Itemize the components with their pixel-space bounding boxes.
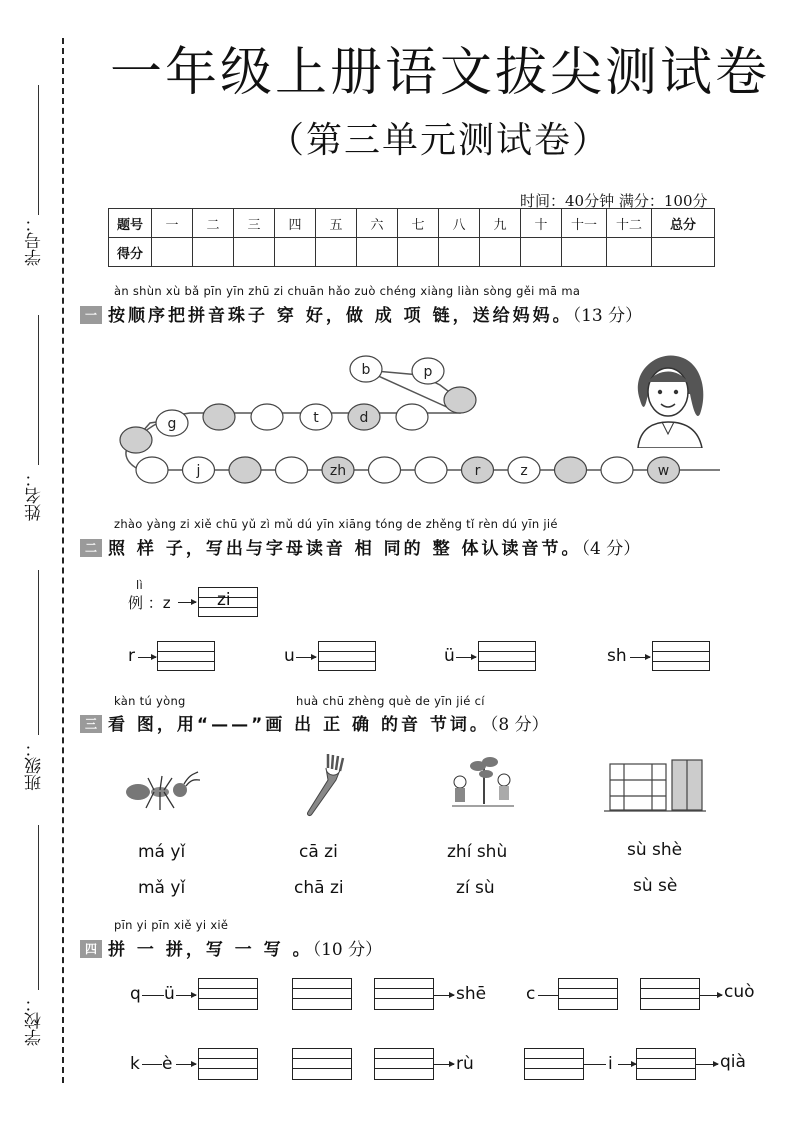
option-su-she[interactable]: sù shè (627, 840, 683, 860)
q2-item-v: ü (444, 646, 455, 666)
bead[interactable] (601, 457, 633, 483)
answer-box[interactable] (198, 978, 258, 1010)
q2-score: （4 分） (581, 539, 641, 559)
bead[interactable] (444, 387, 476, 413)
q3-score: （8 分） (489, 715, 549, 735)
bead[interactable] (555, 457, 587, 483)
bead[interactable] (229, 457, 261, 483)
score-cell[interactable] (439, 238, 480, 267)
answer-box[interactable] (292, 978, 352, 1010)
option-cha-zi[interactable]: chā zi (294, 878, 344, 898)
q4-heading (80, 935, 382, 960)
table-cell: 一 (152, 209, 193, 238)
answer-box[interactable] (318, 641, 376, 671)
name-line[interactable] (38, 315, 39, 465)
page-subtitle: （第三单元测试卷） (268, 120, 611, 161)
table-cell: 十二 (607, 209, 652, 238)
bead[interactable] (396, 404, 428, 430)
table-cell: 总分 (652, 209, 715, 238)
q2-item-sh: sh (607, 646, 627, 666)
cut-dashed-line (62, 38, 64, 1083)
arrow-icon (138, 657, 156, 658)
fork-picture (302, 752, 346, 818)
score-cell[interactable] (607, 238, 652, 267)
answer-box[interactable] (652, 641, 710, 671)
bead[interactable] (251, 404, 283, 430)
table-cell: 三 (234, 209, 275, 238)
q4-score: （10 分） (312, 940, 383, 960)
bead-label: g (167, 416, 177, 432)
arrow-icon (296, 657, 316, 658)
q3-text: 看 图，用“——”画 出 正 确 的音 节词。 (108, 715, 490, 735)
class-line[interactable] (38, 570, 39, 735)
bead-label: d (359, 410, 369, 426)
score-cell[interactable] (234, 238, 275, 267)
student-id-label: 学号： (25, 215, 45, 266)
name-label: 姓名： (25, 470, 45, 521)
q3-number-badge: 三 (80, 715, 102, 733)
page-title: 一年级上册语文拔尖测试卷 (110, 43, 771, 103)
student-id-line[interactable] (38, 85, 39, 215)
arrow-icon (176, 1064, 196, 1065)
answer-box[interactable] (558, 978, 618, 1010)
example-pinyin: lì (136, 578, 143, 592)
arrow-icon (456, 657, 476, 658)
bead[interactable] (369, 457, 401, 483)
q2-text: 照 样 子，写出与字母读音 相 同的 整 体认读音节。 (108, 539, 582, 559)
arrow-icon (630, 657, 650, 658)
score-cell[interactable] (193, 238, 234, 267)
school-line[interactable] (38, 825, 39, 990)
q4-r2-end1: rù (456, 1054, 474, 1074)
arrow-icon (176, 995, 196, 996)
q4-r1-start: q (130, 984, 141, 1004)
bead[interactable] (203, 404, 235, 430)
bead[interactable] (276, 457, 308, 483)
tree-planting-picture (448, 754, 518, 814)
answer-box[interactable] (478, 641, 536, 671)
answer-box[interactable] (374, 978, 434, 1010)
example-answer: zi (217, 590, 231, 610)
bead-label: zh (329, 463, 347, 479)
school-label: 学校： (25, 995, 45, 1046)
arrow-icon (696, 1064, 718, 1065)
q2-number-badge: 二 (80, 539, 102, 557)
bead[interactable] (415, 457, 447, 483)
option-zi-su[interactable]: zí sù (456, 878, 495, 898)
ant-picture (124, 768, 202, 816)
score-cell[interactable] (521, 238, 562, 267)
score-table-score-row (109, 238, 715, 267)
q2-item-r: r (128, 646, 135, 666)
q3-heading (80, 710, 549, 735)
table-cell: 得分 (109, 238, 152, 267)
bead-label: r (474, 463, 481, 479)
option-su-se[interactable]: sù sè (633, 876, 678, 896)
q4-number-badge: 四 (80, 940, 102, 958)
score-cell[interactable] (562, 238, 607, 267)
example-label: 例 ：z (128, 594, 171, 612)
q4-r2-mid2: i (608, 1054, 613, 1074)
connector-line (142, 995, 164, 996)
connector-line (538, 995, 558, 996)
arrow-icon (434, 995, 454, 996)
class-label: 班级： (25, 740, 45, 791)
bead-label: w (657, 463, 670, 479)
table-cell: 七 (398, 209, 439, 238)
option-ma-yi-2[interactable]: mǎ yǐ (138, 878, 186, 898)
q4-r2-mid: è (162, 1054, 173, 1074)
q3-pinyin-b: huà chū zhèng què de yīn jié cí (296, 694, 485, 708)
q1-text: 按顺序把拼音珠子 穿 好，做 成 项 链，送给妈妈。 (108, 306, 573, 326)
score-cell[interactable] (316, 238, 357, 267)
q1-number-badge: 一 (80, 306, 102, 324)
q4-pinyin: pīn yi pīn xiě yi xiě (114, 918, 229, 932)
time-score-info: 时间：40分钟 满分：100分 (520, 192, 708, 210)
answer-box[interactable] (292, 1048, 352, 1080)
option-zhi-shu[interactable]: zhí shù (447, 842, 508, 862)
option-ca-zi[interactable]: cā zi (299, 842, 338, 862)
q4-r1-end2: cuò (724, 982, 755, 1002)
score-cell[interactable] (480, 238, 521, 267)
answer-box[interactable] (157, 641, 215, 671)
bead-label: z (520, 463, 528, 479)
bead-label: j (196, 463, 201, 479)
table-cell: 六 (357, 209, 398, 238)
arrow-icon (618, 1064, 636, 1065)
arrow-icon (700, 995, 722, 996)
example-answer-box (198, 587, 258, 617)
score-cell[interactable] (275, 238, 316, 267)
answer-box[interactable] (524, 1048, 584, 1080)
table-cell: 四 (275, 209, 316, 238)
score-cell[interactable] (357, 238, 398, 267)
table-cell: 二 (193, 209, 234, 238)
upper-bead-group (120, 356, 476, 453)
arrow-icon (434, 1064, 454, 1065)
bead-label: b (361, 362, 371, 378)
example-arrow (178, 602, 196, 603)
table-cell: 八 (439, 209, 480, 238)
score-table (108, 208, 715, 267)
score-table-header-row (109, 209, 715, 238)
score-cell[interactable] (152, 238, 193, 267)
bead-label: p (423, 364, 433, 380)
q4-r2-start: k (130, 1054, 140, 1074)
connector-line (584, 1064, 606, 1065)
answer-box[interactable] (198, 1048, 258, 1080)
q2-pinyin: zhào yàng zi xiě chū yǔ zì mǔ dú yīn xiāng tóng de zhěng tǐ rèn dú yīn jié (114, 517, 558, 531)
answer-box[interactable] (374, 1048, 434, 1080)
table-cell: 五 (316, 209, 357, 238)
table-cell: 十 (521, 209, 562, 238)
bead-label: t (313, 410, 319, 426)
q4-r1-end1: shē (456, 984, 487, 1004)
q1-heading (80, 301, 642, 326)
q4-r1-mid: ü (164, 984, 175, 1004)
q1-score: （13 分） (572, 306, 643, 326)
q4-r1-start2: c (526, 984, 536, 1004)
dormitory-picture (604, 756, 706, 814)
q2-heading (80, 534, 640, 559)
option-ma-yi-1[interactable]: má yǐ (138, 842, 186, 862)
score-cell[interactable] (398, 238, 439, 267)
bead[interactable] (136, 457, 168, 483)
answer-box[interactable] (636, 1048, 696, 1080)
score-cell[interactable] (652, 238, 715, 267)
answer-box[interactable] (640, 978, 700, 1010)
q3-pinyin-a: kàn tú yòng (114, 694, 186, 708)
q4-text: 拼 一 拼，写 一 写 。 (108, 940, 313, 960)
table-cell: 十一 (562, 209, 607, 238)
connector-line (142, 1064, 162, 1065)
mother-illustration (626, 352, 712, 448)
q4-r2-end2: qià (720, 1052, 746, 1072)
q2-item-u: u (284, 646, 295, 666)
table-cell: 题号 (109, 209, 152, 238)
table-cell: 九 (480, 209, 521, 238)
q1-pinyin: àn shùn xù bǎ pīn yīn zhū zi chuān hǎo zuò chéng xiàng liàn sòng gěi mā ma (114, 284, 581, 298)
bead[interactable] (120, 427, 152, 453)
